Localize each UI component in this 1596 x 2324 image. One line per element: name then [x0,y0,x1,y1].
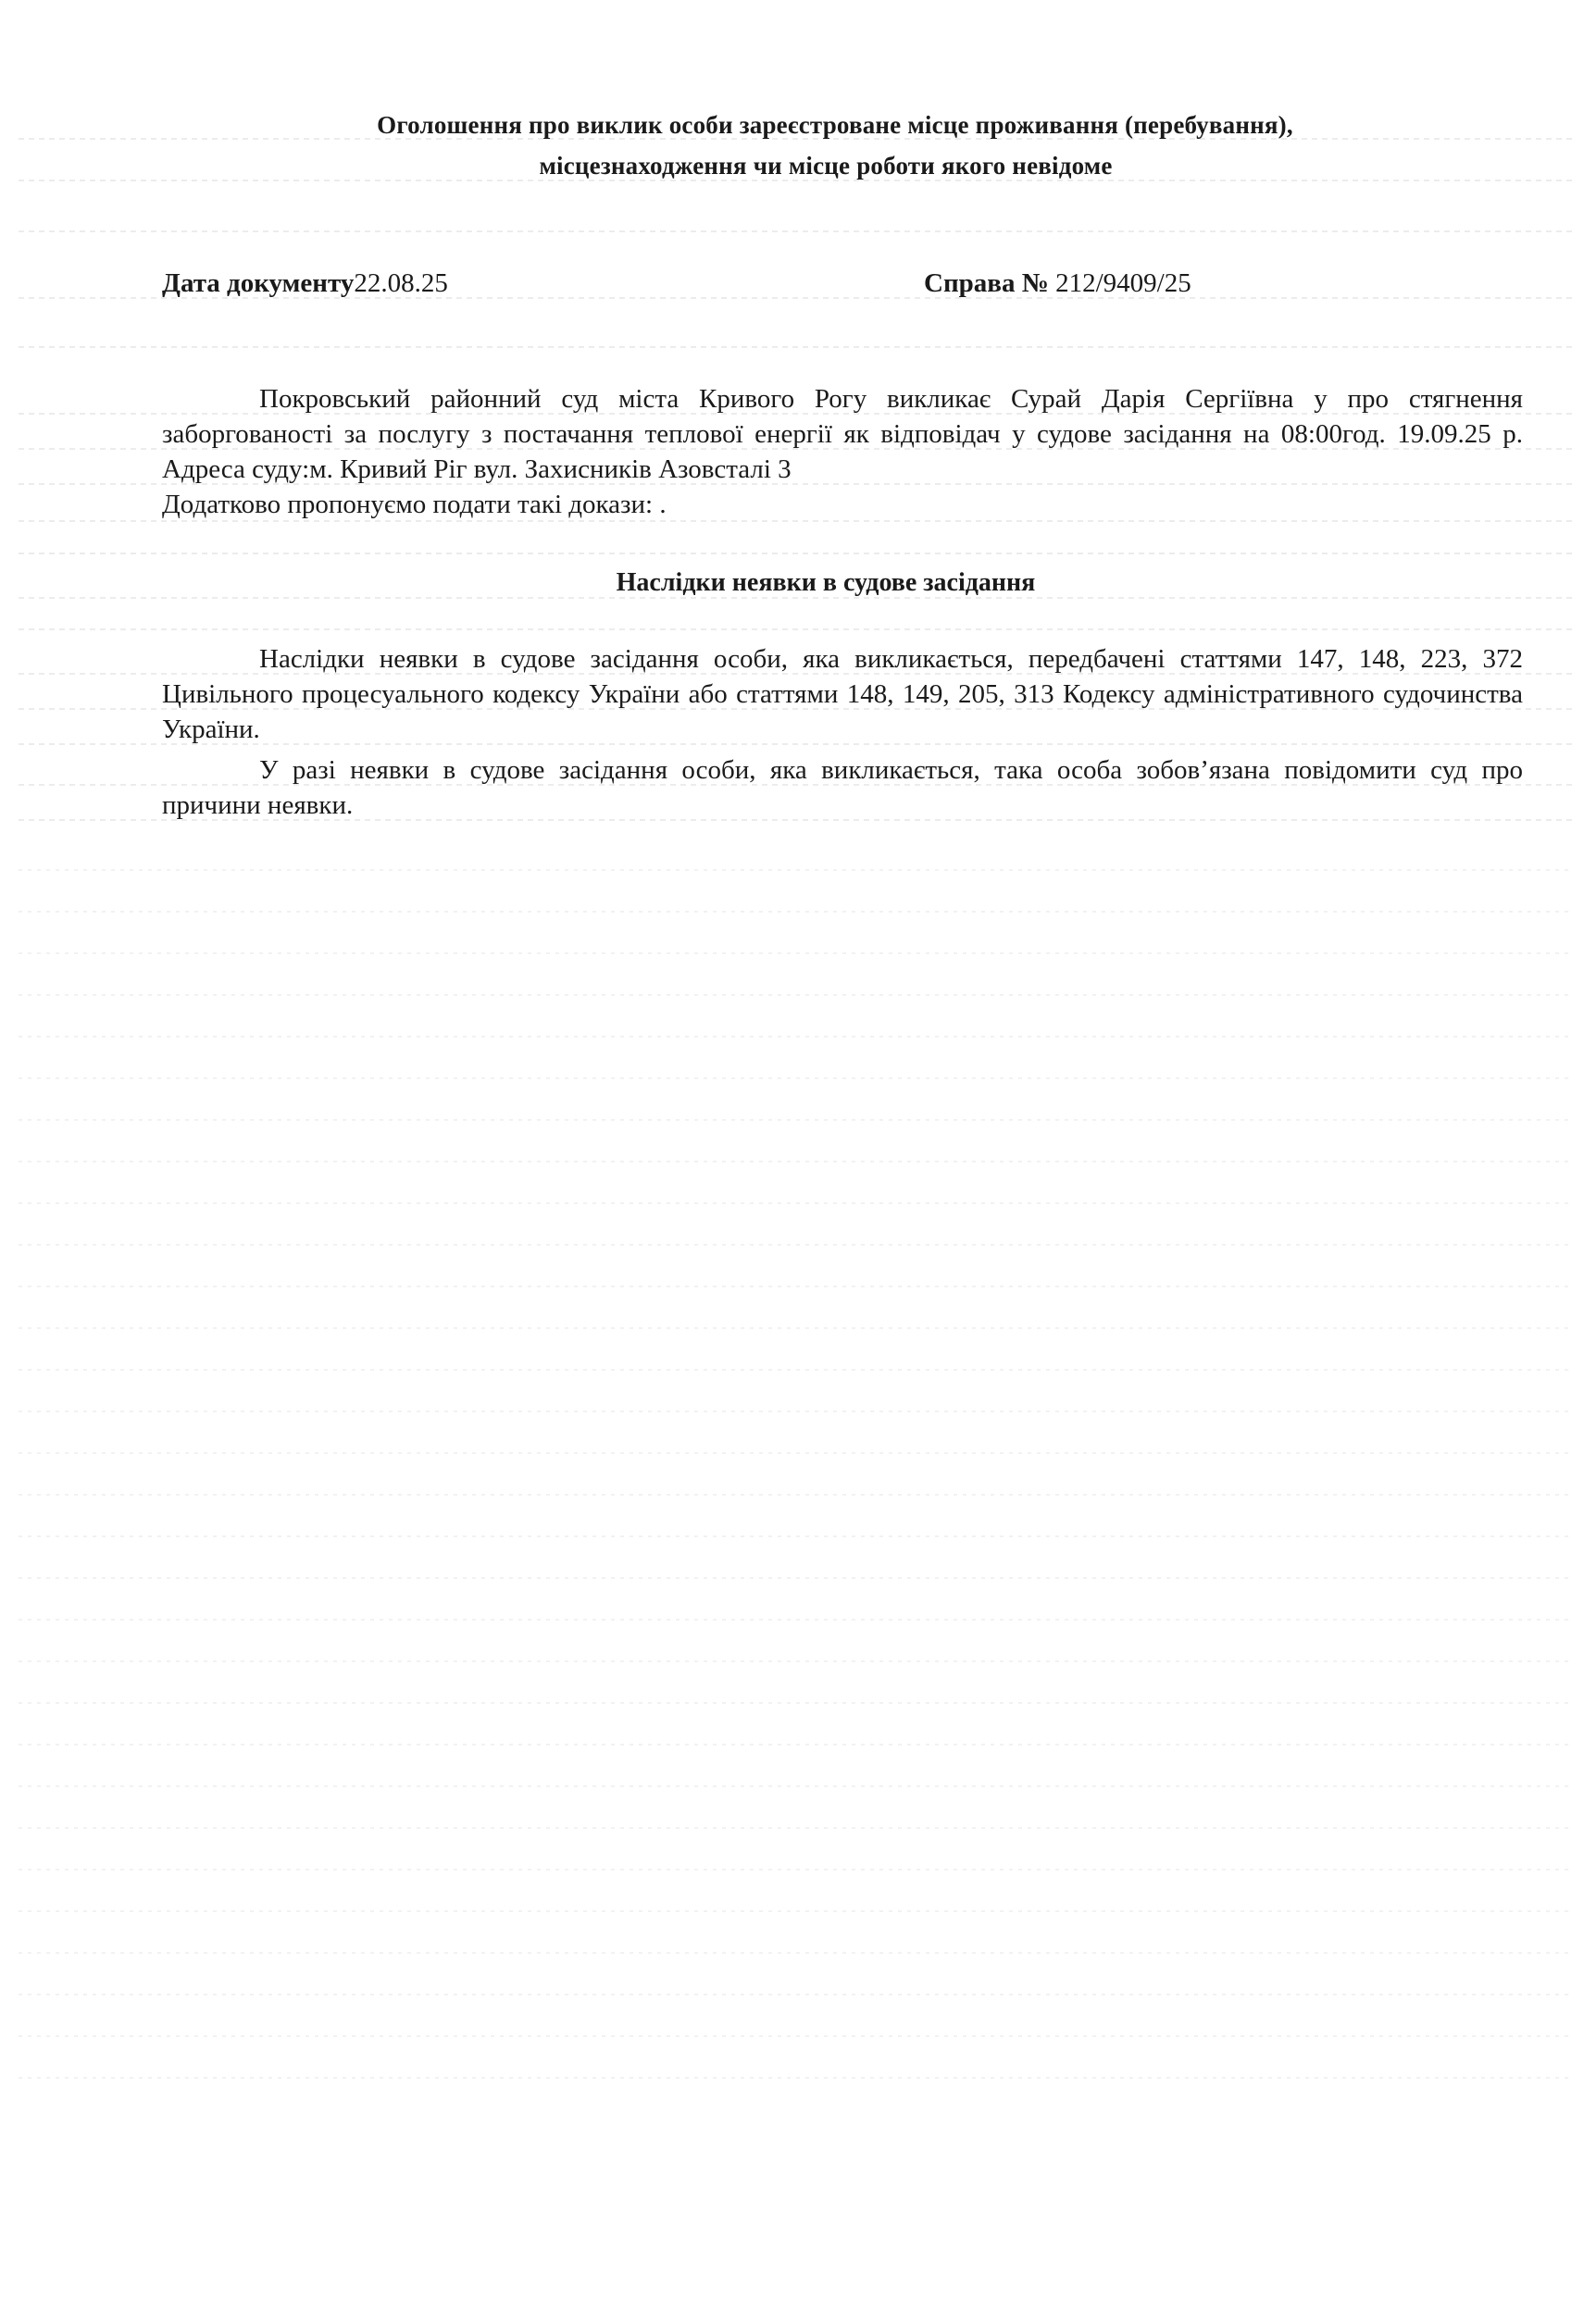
document-title-line-2: місцезнаходження чи місце роботи якого невідоме [539,152,1113,180]
document-date-label: Дата документу [162,268,355,298]
section-title: Наслідки неявки в судове засідання [616,568,1036,597]
document-title-line-1: Оголошення про виклик особи зареєстроване місце проживання (перебування), [377,111,1293,139]
summons-text: Покровський районний суд міста Кривого Рогу викликає Сурай Дарія Сергіївна у про стягнення заборгованості за послугу з постачання теплової енергії як відповідач у судове засідання на 08:00год. 19.09.25 р. Адреса суду:м. Кривий Ріг вул. Захисників Азовсталі 3 [162,384,1523,484]
evidence-text: Додатково пропонуємо подати такі докази: . [162,490,667,519]
case-number [924,268,1191,299]
document-date-value: 22.08.25 [354,268,448,298]
case-number-label: Справа № [924,268,1049,298]
notify-court-paragraph [162,752,1523,823]
document-date [162,268,448,299]
case-number-value: 212/9409/25 [1055,268,1191,298]
notify-court-text: У разі неявки в судове засідання особи, яка викликається, така особа зобов’язана повідомити суд про причини неявки. [162,755,1523,820]
summons-paragraph [162,381,1523,522]
consequences-text: Наслідки неявки в судове засідання особи, яка викликається, передбачені статтями 147, 148, 223, 372 Цивільного процесуального кодексу України або статтями 148, 149, 205, 313 Кодексу адміністративного судочинства України. [162,644,1523,744]
consequences-paragraph [162,641,1523,747]
